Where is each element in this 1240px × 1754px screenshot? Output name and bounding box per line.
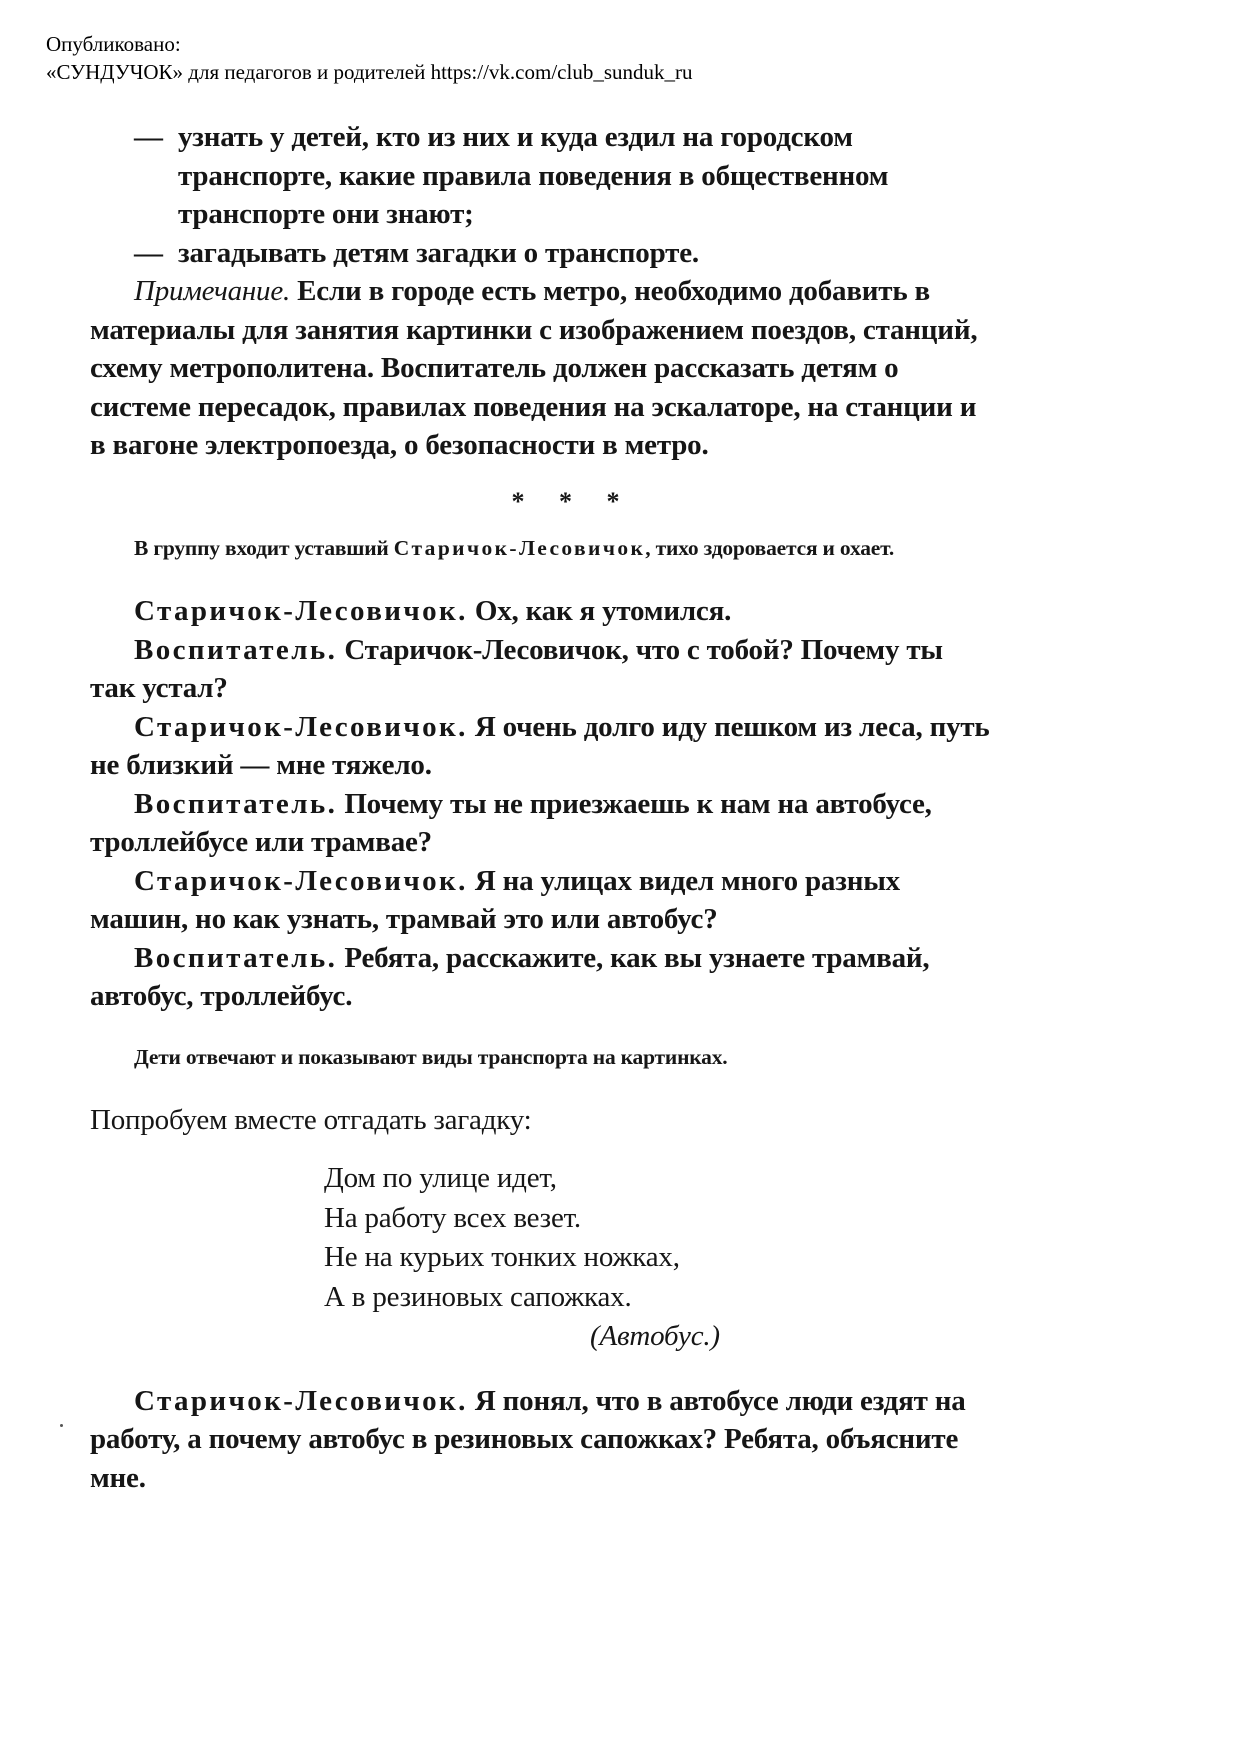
speaker-name: Воспитатель.: [134, 633, 338, 666]
publication-header: [46, 30, 693, 86]
dialog-text: Я на улицах видел много разных машин, но как узнать, трамвай это или автобус?: [90, 864, 900, 935]
speaker-name: Старичок-Лесовичок.: [134, 595, 468, 627]
section-separator: * * *: [511, 486, 634, 516]
poem-line: Не на курьих тонких ножках,: [324, 1241, 680, 1273]
speaker-name: Воспитатель.: [134, 941, 338, 974]
poem-line: На работу всех везет.: [324, 1201, 581, 1234]
dialog-line: [90, 939, 995, 1016]
dialog-text: Почему ты не приезжаешь к нам на автобусе, троллейбусе или трамвае?: [90, 787, 932, 858]
note-paragraph: [90, 272, 995, 465]
poem-line: Дом по улице идет,: [324, 1162, 557, 1194]
dialog-line: [90, 592, 995, 631]
list-dash: —: [134, 236, 163, 269]
dialog-line: [90, 862, 995, 939]
scan-speck: [60, 1424, 63, 1427]
list-item: [90, 118, 995, 234]
header-source-line: «СУНДУЧОК» для педагогов и родителей https://vk.com/club_sunduk_ru: [46, 60, 693, 84]
list-item: [90, 234, 995, 273]
dialog-text: Ох, как я утомился.: [467, 595, 732, 627]
stage-direction-after: , тихо здоровается и охает.: [645, 536, 895, 560]
riddle-intro: Попробуем вместе отгадать загадку:: [90, 1103, 532, 1136]
scanned-page-body: [90, 118, 995, 1497]
poem-line: А в резиновых сапожках.: [324, 1280, 632, 1313]
riddle-answer: (Автобус.): [590, 1320, 720, 1352]
note-label: Примечание.: [134, 275, 291, 307]
dialog-text: Старичок-Лесовичок, что с тобой? Почему ты так устал?: [90, 633, 943, 704]
stage-direction-before: В группу входит уставший: [134, 536, 394, 560]
dialog-line: [90, 708, 995, 785]
dialog-line: [90, 785, 995, 862]
dialog-text: Я очень долго иду пешком из леса, путь не близкий — мне тяжело.: [90, 710, 990, 781]
speaker-name: Старичок-Лесовичок.: [134, 710, 468, 743]
speaker-name: Старичок-Лесовичок.: [134, 1384, 468, 1417]
stage-direction: [90, 533, 995, 564]
dialog-text: Ребята, расскажите, как вы узнаете трамвай, автобус, троллейбус.: [90, 941, 930, 1012]
final-dialog-line: [90, 1382, 995, 1498]
note-text: Если в городе есть метро, необходимо добавить в материалы для занятия картинки с изображением поездов, станций, схему метрополитена. Воспитатель должен рассказать детям о системе пересадок, правилах поведения на эскалаторе, на станции и в вагоне электропоезда, о безопасности в метро.: [90, 275, 978, 461]
list-item-text: узнать у детей, кто из них и куда ездил на городском транспорте, какие правила поведения в общественном транспорте они знают;: [178, 121, 889, 230]
list-item-text: загадывать детям загадки о транспорте.: [178, 236, 699, 269]
stage-direction-name: Старичок-Лесовичок: [393, 536, 646, 560]
speaker-name: Старичок-Лесовичок.: [134, 864, 468, 897]
stage-direction-2: Дети отвечают и показывают виды транспорта на картинках.: [134, 1044, 728, 1069]
dialog-line: [90, 631, 995, 708]
list-dash: —: [134, 121, 163, 153]
header-published-label: Опубликовано:: [46, 32, 181, 56]
speaker-name: Воспитатель.: [134, 787, 338, 820]
dialog: [90, 592, 995, 1016]
riddle-poem: [324, 1159, 995, 1317]
dialog-text: Я понял, что в автобусе люди ездят на работу, а почему автобус в резиновых сапожках? Ребята, объясните мне.: [90, 1384, 966, 1494]
